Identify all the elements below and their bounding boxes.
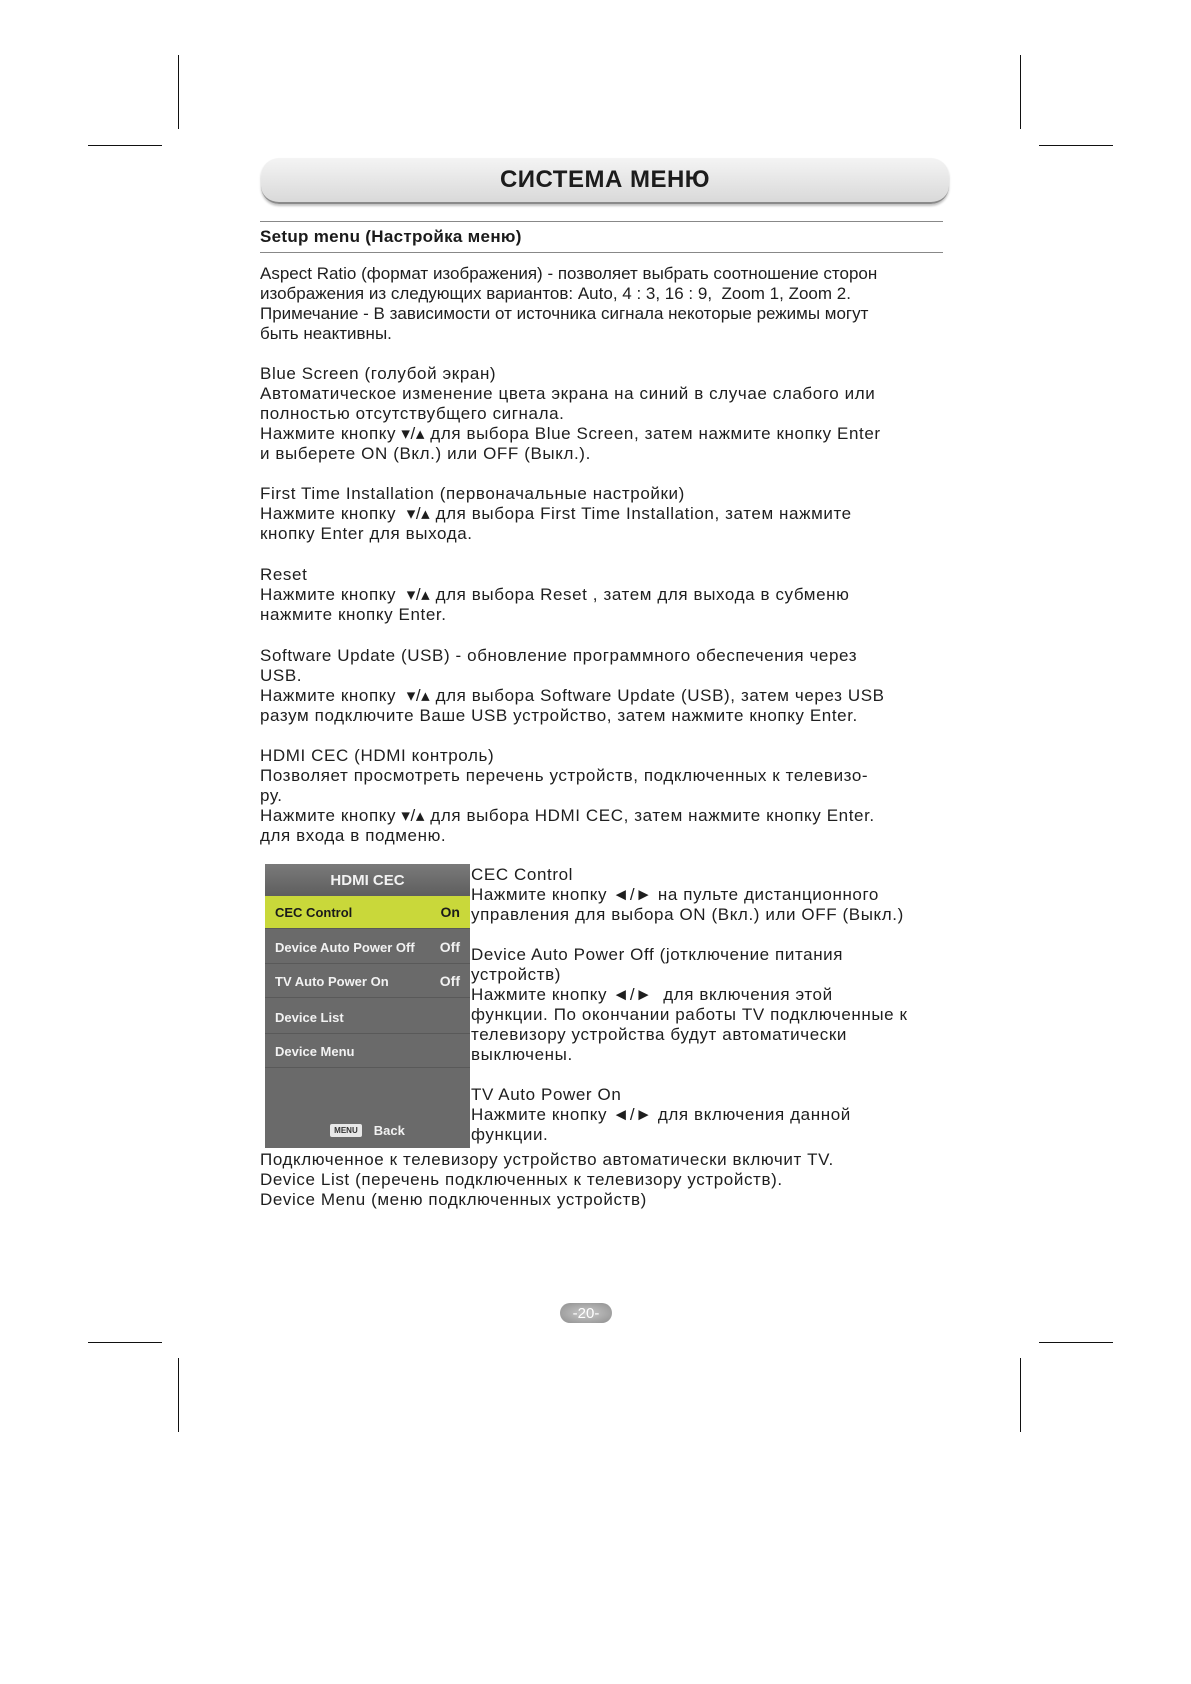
page-title-banner [261,158,949,204]
menu-title: HDMI CEC [265,864,470,896]
menu-item-value: Off [439,939,460,955]
back-label: Back [373,1122,405,1138]
menu-item-tv-auto-power-on[interactable] [265,965,470,998]
menu-item-label: Device Auto Power Off [275,940,415,955]
menu-item-value: Off [439,973,460,989]
menu-item-device-list[interactable] [265,1001,470,1034]
aspect-ratio-paragraph: Aspect Ratio (формат изображения) - позволяет выбрать соотношение сторон изображения из следующих вариантов: Auto, 4 : 3, 16 : 9, Zoom 1, Zoom 2. Примечание - В зависимости от источника сигнала некоторые режимы могут быть неактивны. [260,264,878,343]
menu-item-value: On [440,904,460,920]
tv-auto-power-on-paragraph: TV Auto Power On Нажмите кнопку ◄/► для включения данной функции. [471,1085,851,1144]
reset-paragraph: Reset Нажмите кнопку ▾/▴ для выбора Reset , затем для выхода в субменю нажмите кнопку Enter. [260,565,850,624]
software-update-paragraph: Software Update (USB) - обновление программного обеспечения через USB. Нажмите кнопку ▾/▴ для выбора Software Update (USB), затем через USB разум подключите Ваше USB устройство, затем нажмите кнопку Enter. [260,646,885,725]
crop-mark [178,1358,179,1432]
cec-control-paragraph: CEC Control Нажмите кнопку ◄/► на пульте дистанционного управления для выбора ON (Вкл.) или OFF (Выкл.) [471,865,904,924]
hdmi-cec-paragraph: HDMI CEC (HDMI контроль) Позволяет просмотреть перечень устройств, подключенных к телевизо- ру. Нажмите кнопку ▾/▴ для выбора HDMI CEC, затем нажмите кнопку Enter. для входа в подменю. [260,746,875,845]
menu-item-device-menu[interactable] [265,1035,470,1068]
menu-key-icon: MENU [330,1124,362,1137]
crop-mark [88,1342,162,1343]
menu-item-cec-control[interactable] [265,896,470,929]
menu-item-label: CEC Control [275,905,353,920]
device-auto-power-off-paragraph: Device Auto Power Off (jотключение питания устройств) Нажмите кнопку ◄/► для включения этой функции. По окончании работы TV подключенные к телевизору устройства будут автоматически выключены. [471,945,908,1064]
section-heading: Setup menu (Настройка меню) [260,221,943,253]
menu-item-label: TV Auto Power On [275,974,389,989]
crop-mark [1039,145,1113,146]
menu-item-label: Device List [275,1010,344,1025]
crop-mark [1020,55,1021,129]
crop-mark [1020,1358,1021,1432]
page-number: -20- [560,1303,612,1323]
menu-item-label: Device Menu [275,1044,355,1059]
page-title: СИСТЕМА МЕНЮ [499,166,711,193]
menu-item-device-auto-power-off[interactable] [265,931,470,964]
crop-mark [1039,1342,1113,1343]
blue-screen-paragraph: Blue Screen (голубой экран) Автоматическое изменение цвета экрана на синий в случае слабого или полностью отсутствубщего сигнала. Нажмите кнопку ▾/▴ для выбора Blue Screen, затем нажмите кнопку Enter и выберете ON (Вкл.) или OFF (Выкл.). [260,364,881,463]
footer-notes-paragraph: Подключенное к телевизору устройство автоматически включит TV. Device List (перечень подключенных к телевизору устройств). Device Menu (меню подключенных устройств) [260,1150,834,1209]
crop-mark [88,145,162,146]
hdmi-cec-menu [265,864,470,1148]
crop-mark [178,55,179,129]
first-time-installation-paragraph: First Time Installation (первоначальные настройки) Нажмите кнопку ▾/▴ для выбора First Time Installation, затем нажмите кнопку Enter для выхода. [260,484,852,543]
menu-footer [265,1112,470,1148]
